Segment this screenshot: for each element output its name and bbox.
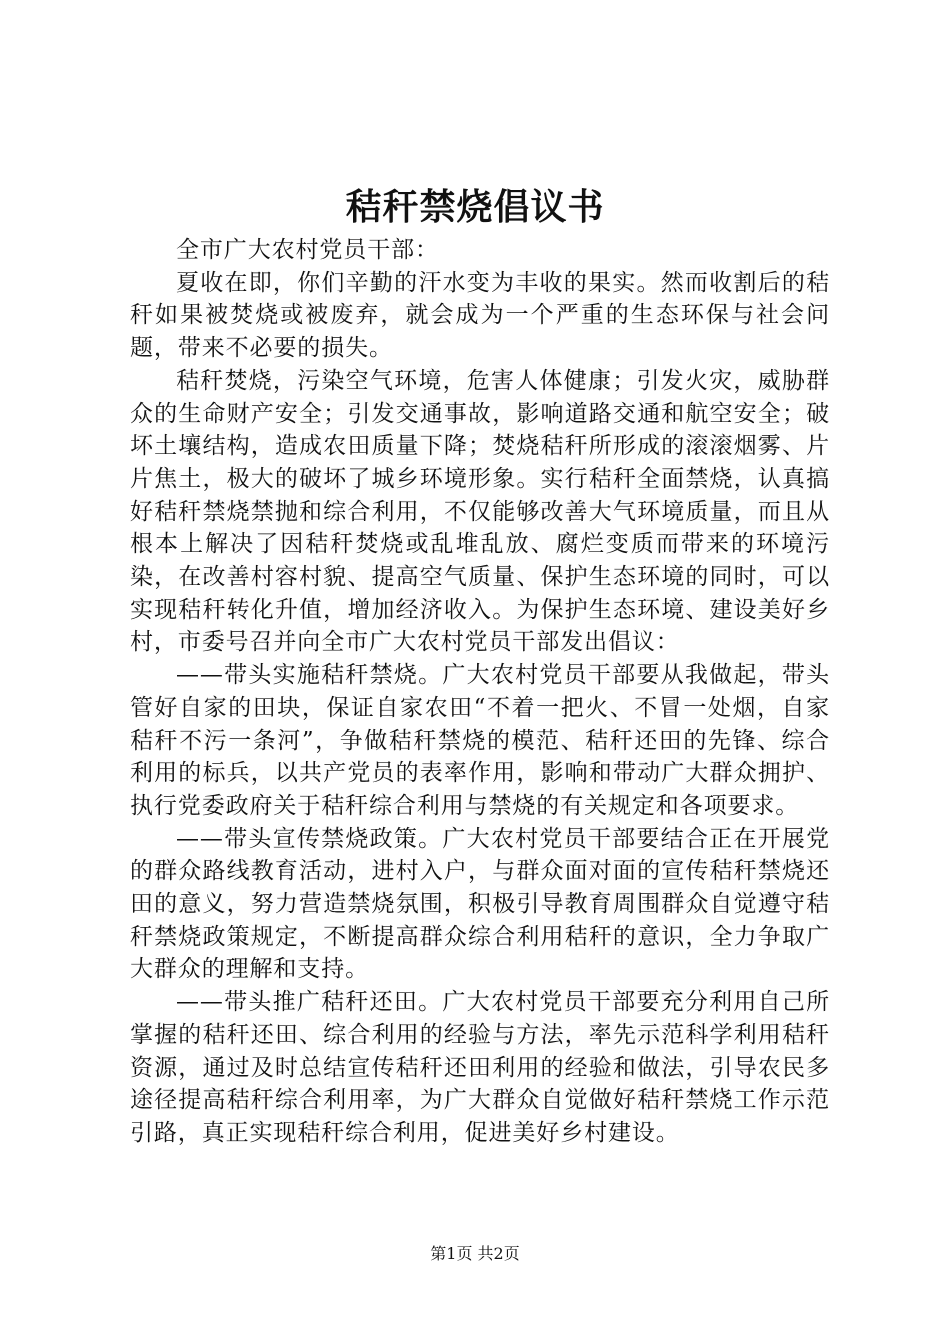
body-paragraph: ——带头推广秸秆还田。广大农村党员干部要充分利用自己所掌握的秸秆还田、综合利用的经验与方法，率先示范科学利用秸秆资源，通过及时总结宣传秸秆还田利用的经验和做法，引导农民多途径提高秸秆综合利用率，为广大群众自觉做好秸秆禁烧工作示范引路，真正实现秸秆综合利用，促进美好乡村建设。 bbox=[130, 989, 830, 1146]
body-paragraph: 秸秆焚烧，污染空气环境，危害人体健康；引发火灾，威胁群众的生命财产安全；引发交通事故，影响道路交通和航空安全；破坏土壤结构，造成农田质量下降；焚烧秸秆所形成的滚滚烟雾、片片焦土，极大的破坏了城乡环境形象。实行秸秆全面禁烧，认真搞好秸秆禁烧禁抛和综合利用，不仅能够改善大气环境质量，而且从根本上解决了因秸秆焚烧或乱堆乱放、腐烂变质而带来的环境污染，在改善村容村貌、提高空气质量、保护生态环境的同时，可以实现秸秆转化升值，增加经济收入。为保护生态环境、建设美好乡村，市委号召并向全市广大农村党员干部发出倡议： bbox=[130, 367, 830, 656]
body-paragraph: 夏收在即，你们辛勤的汗水变为丰收的果实。然而收割后的秸秆如果被焚烧或被废弃，就会成为一个严重的生态环保与社会问题，带来不必要的损失。 bbox=[130, 269, 830, 362]
body-paragraph: ——带头实施秸秆禁烧。广大农村党员干部要从我做起，带头管好自家的田块，保证自家农田“不着一把火、不冒一处烟，自家秸秆不污一条河”，争做秸秆禁烧的模范、秸秆还田的先锋、综合利用的标兵，以共产党员的表率作用，影响和带动广大群众拥护、执行党委政府关于秸秆综合利用与禁烧的有关规定和各项要求。 bbox=[130, 662, 830, 819]
page-footer: 第1页 共2页 bbox=[430, 1244, 520, 1263]
body-paragraph: ——带头宣传禁烧政策。广大农村党员干部要结合正在开展党的群众路线教育活动，进村入户，与群众面对面的宣传秸秆禁烧还田的意义，努力营造禁烧氛围，积极引导教育周围群众自觉遵守秸秆禁烧政策规定，不断提高群众综合利用秸秆的意识，全力争取广大群众的理解和支持。 bbox=[130, 825, 830, 983]
salutation: 全市广大农村党员干部： bbox=[176, 237, 439, 263]
document-body bbox=[130, 234, 830, 1150]
document-title: 秸秆禁烧倡议书 bbox=[345, 186, 605, 228]
